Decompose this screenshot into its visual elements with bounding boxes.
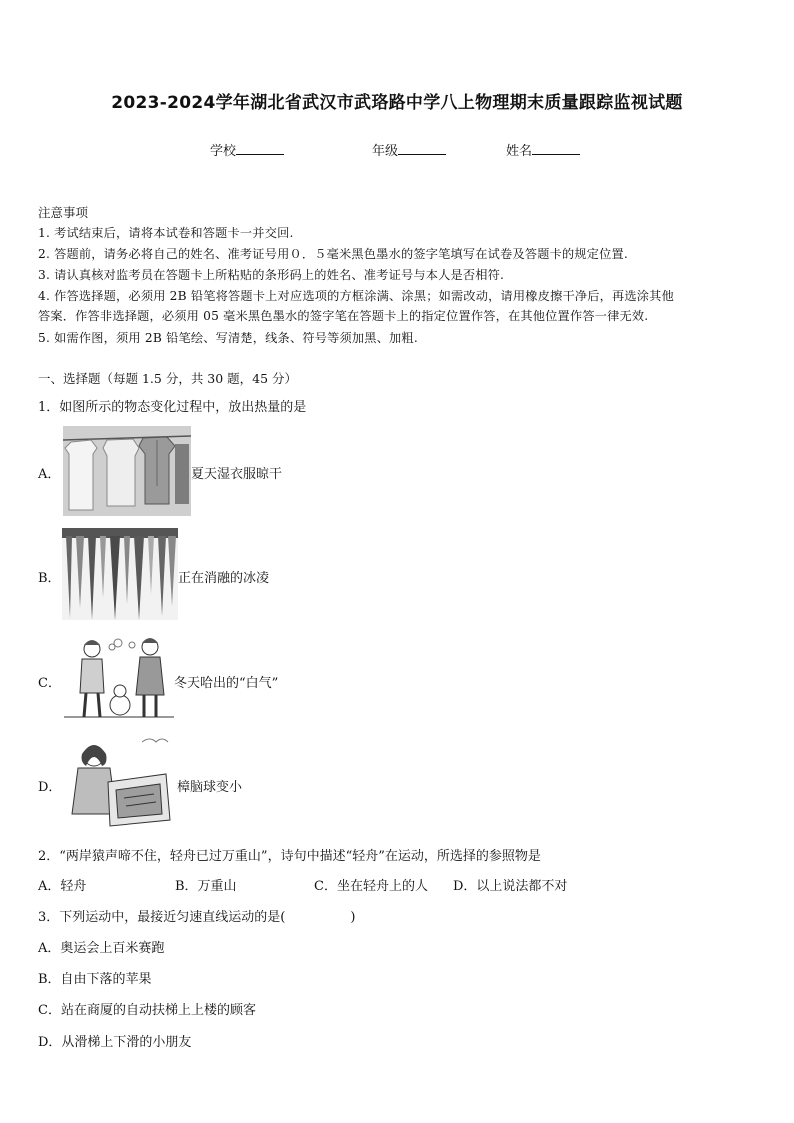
question-3-stem: 3．下列运动中，最接近匀速直线运动的是( ) (38, 910, 356, 925)
school-field (210, 140, 284, 159)
q2-option-a: A．轻舟 (38, 879, 87, 894)
grade-label: 年级 (372, 144, 399, 159)
q1-option-a-letter: A． (38, 467, 61, 482)
q1-option-d-letter: D． (38, 780, 62, 795)
q3-option-b: B．自由下落的苹果 (38, 972, 152, 987)
name-label: 姓名 (506, 144, 533, 159)
question-2-stem: 2．“两岸猿声啼不住，轻舟已过万重山”，诗句中描述“轻舟”在运动，所选择的参照物是 (38, 849, 541, 864)
q1-option-b-text: 正在消融的冰凌 (178, 571, 270, 586)
note-item: 1. 考试结束后，请将本试卷和答题卡一并交回. (38, 226, 294, 240)
notes-heading: 注意事项 (38, 205, 89, 220)
question-1-stem: 1．如图所示的物态变化过程中，放出热量的是 (38, 400, 307, 415)
name-blank (532, 142, 580, 155)
winter-breath-image (64, 631, 174, 727)
page-title: 2023-2024学年湖北省武汉市武珞路中学八上物理期末质量跟踪监视试题 (111, 93, 683, 113)
grade-field (372, 140, 446, 159)
note-item: 4. 作答选择题，必须用 2B 铅笔将答题卡上对应选项的方框涂满、涂黑；如需改动，请用橡皮擦干净后，再选涂其他 (38, 289, 674, 303)
q3-option-a: A．奥运会上百米赛跑 (38, 941, 165, 956)
q1-option-c-letter: C． (38, 676, 61, 691)
q2-option-c: C．坐在轻舟上的人 (314, 879, 428, 894)
q2-option-b: B．万重山 (175, 879, 237, 894)
q1-option-d-text: 樟脑球变小 (177, 780, 243, 795)
note-item: 答案．作答非选择题，必须用 05 毫米黑色墨水的签字笔在答题卡上的指定位置作答，在其他位置作答一律无效. (38, 309, 649, 323)
note-item: 5. 如需作图，须用 2B 铅笔绘、写清楚，线条、符号等须加黑、加粗. (38, 331, 418, 345)
q1-option-c-text: 冬天哈出的“白气” (174, 676, 279, 691)
camphor-ball-image (64, 734, 174, 830)
q2-option-d: D．以上说法都不对 (453, 879, 568, 894)
note-item: 3. 请认真核对监考员在答题卡上所粘贴的条形码上的姓名、准考证号与本人是否相符. (38, 268, 505, 282)
section-heading: 一、选择题（每题 1.5 分，共 30 题，45 分） (38, 371, 298, 386)
school-label: 学校 (210, 144, 237, 159)
q1-option-a-text: 夏天湿衣服晾干 (191, 467, 283, 482)
note-item: 2. 答题前，请务必将自己的姓名、准考证号用０．５毫米黑色墨水的签字笔填写在试卷及答题卡的规定位置. (38, 247, 629, 261)
q3-option-d: D．从滑梯上下滑的小朋友 (38, 1035, 192, 1050)
name-field (506, 140, 580, 159)
q3-option-c: C．站在商厦的自动扶梯上上楼的顾客 (38, 1003, 256, 1018)
melting-icicles-image (62, 528, 178, 620)
grade-blank (398, 142, 446, 155)
school-blank (236, 142, 284, 155)
wet-clothes-image (63, 426, 191, 516)
q1-option-b-letter: B． (38, 571, 61, 586)
